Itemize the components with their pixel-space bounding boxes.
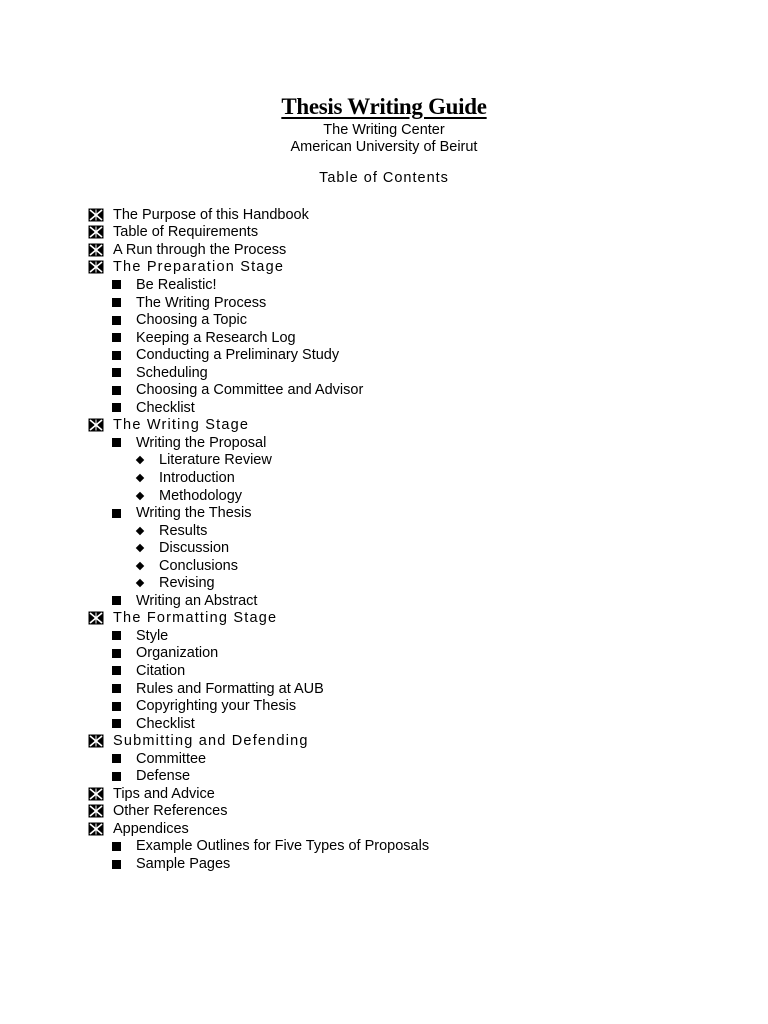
toc-item-label: Style bbox=[136, 627, 169, 644]
toc-item-label: Discussion bbox=[159, 540, 230, 557]
ornament-bullet-icon bbox=[88, 822, 104, 836]
toc-item bbox=[88, 574, 429, 592]
document-header bbox=[0, 92, 768, 156]
toc-item-label: Conclusions bbox=[159, 557, 238, 574]
toc-item bbox=[88, 294, 429, 312]
toc-item bbox=[88, 224, 429, 242]
organization-name: The Writing Center bbox=[323, 122, 445, 138]
toc-item-label: A Run through the Process bbox=[113, 241, 287, 258]
toc-item bbox=[88, 311, 429, 329]
toc-item bbox=[88, 434, 429, 452]
toc-item-label: Organization bbox=[136, 645, 219, 662]
square-bullet-icon bbox=[112, 316, 121, 325]
toc-item-label: Be Realistic! bbox=[136, 276, 217, 293]
toc-item-label: Other References bbox=[113, 803, 228, 820]
square-bullet-icon bbox=[112, 333, 121, 342]
toc-item bbox=[88, 241, 429, 259]
ornament-bullet-icon bbox=[88, 225, 104, 239]
square-bullet-icon bbox=[112, 509, 121, 518]
toc-item-label: Writing the Thesis bbox=[136, 505, 252, 522]
ornament-bullet-icon bbox=[88, 208, 104, 222]
toc-item bbox=[88, 820, 429, 838]
diamond-bullet-icon bbox=[136, 544, 144, 552]
toc-item-label: Checklist bbox=[136, 715, 195, 732]
square-bullet-icon bbox=[112, 842, 121, 851]
toc-item bbox=[88, 469, 429, 487]
toc-item-label: Submitting and Defending bbox=[113, 733, 309, 750]
square-bullet-icon bbox=[112, 860, 121, 869]
toc-item bbox=[88, 645, 429, 663]
toc-item-label: Copyrighting your Thesis bbox=[136, 698, 297, 715]
toc-item bbox=[88, 768, 429, 786]
toc-item bbox=[88, 680, 429, 698]
toc-item bbox=[88, 855, 429, 873]
toc-item-label: Choosing a Committee and Advisor bbox=[136, 382, 364, 399]
square-bullet-icon bbox=[112, 280, 121, 289]
toc-item bbox=[88, 487, 429, 505]
toc-item-label: The Purpose of this Handbook bbox=[113, 206, 309, 223]
toc-item-label: The Preparation Stage bbox=[113, 259, 285, 276]
toc-item bbox=[88, 329, 429, 347]
square-bullet-icon bbox=[112, 368, 121, 377]
square-bullet-icon bbox=[112, 298, 121, 307]
toc-item-label: Results bbox=[159, 522, 208, 539]
square-bullet-icon bbox=[112, 754, 121, 763]
ornament-bullet-icon bbox=[88, 243, 104, 257]
ornament-bullet-icon bbox=[88, 611, 104, 625]
toc-item-label: Example Outlines for Five Types of Proposals bbox=[136, 838, 430, 855]
toc-item-label: Conducting a Preliminary Study bbox=[136, 347, 340, 364]
toc-item-label: Citation bbox=[136, 662, 186, 679]
toc-item bbox=[88, 662, 429, 680]
toc-item-label: The Writing Stage bbox=[113, 417, 250, 434]
toc-item bbox=[88, 539, 429, 557]
square-bullet-icon bbox=[112, 386, 121, 395]
toc-item bbox=[88, 610, 429, 628]
square-bullet-icon bbox=[112, 684, 121, 693]
toc-item bbox=[88, 346, 429, 364]
diamond-bullet-icon bbox=[136, 456, 144, 464]
square-bullet-icon bbox=[112, 631, 121, 640]
diamond-bullet-icon bbox=[136, 491, 144, 499]
toc-item-label: Keeping a Research Log bbox=[136, 329, 296, 346]
toc-item-label: Revising bbox=[159, 575, 215, 592]
diamond-bullet-icon bbox=[136, 579, 144, 587]
square-bullet-icon bbox=[112, 649, 121, 658]
table-of-contents bbox=[88, 206, 429, 873]
toc-item bbox=[88, 364, 429, 382]
toc-item bbox=[88, 592, 429, 610]
toc-item bbox=[88, 557, 429, 575]
toc-item-label: Tips and Advice bbox=[113, 785, 215, 802]
toc-item-label: Methodology bbox=[159, 487, 243, 504]
diamond-bullet-icon bbox=[136, 526, 144, 534]
toc-item bbox=[88, 803, 429, 821]
ornament-bullet-icon bbox=[88, 734, 104, 748]
diamond-bullet-icon bbox=[136, 561, 144, 569]
toc-item bbox=[88, 522, 429, 540]
toc-item-label: Sample Pages bbox=[136, 856, 231, 872]
toc-item bbox=[88, 785, 429, 803]
diamond-bullet-icon bbox=[136, 474, 144, 482]
toc-item bbox=[88, 732, 429, 750]
toc-item bbox=[88, 838, 429, 856]
square-bullet-icon bbox=[112, 403, 121, 412]
toc-item-label: The Formatting Stage bbox=[113, 610, 278, 627]
toc-item bbox=[88, 206, 429, 224]
square-bullet-icon bbox=[112, 719, 121, 728]
toc-item-label: Introduction bbox=[159, 469, 235, 486]
toc-item-label: Defense bbox=[136, 768, 191, 785]
toc-item-label: Committee bbox=[136, 750, 207, 767]
toc-item bbox=[88, 381, 429, 399]
toc-item-label: Literature Review bbox=[159, 452, 272, 469]
square-bullet-icon bbox=[112, 596, 121, 605]
square-bullet-icon bbox=[112, 666, 121, 675]
ornament-bullet-icon bbox=[88, 418, 104, 432]
toc-item bbox=[88, 504, 429, 522]
toc-item-label: Checklist bbox=[136, 399, 195, 416]
toc-item bbox=[88, 417, 429, 435]
toc-item-label: Choosing a Topic bbox=[136, 312, 247, 329]
ornament-bullet-icon bbox=[88, 787, 104, 801]
toc-item bbox=[88, 697, 429, 715]
university-name: American University of Beirut bbox=[290, 139, 478, 155]
square-bullet-icon bbox=[112, 702, 121, 711]
toc-item-label: Rules and Formatting at AUB bbox=[136, 680, 324, 697]
square-bullet-icon bbox=[112, 772, 121, 781]
toc-heading: Table of Contents bbox=[319, 170, 449, 186]
toc-item-label: Writing an Abstract bbox=[136, 592, 258, 609]
toc-item bbox=[88, 452, 429, 470]
toc-item-label: Table of Requirements bbox=[113, 224, 259, 241]
toc-item-label: Appendices bbox=[113, 820, 189, 837]
document-title: Thesis Writing Guide bbox=[281, 94, 487, 119]
ornament-bullet-icon bbox=[88, 260, 104, 274]
ornament-bullet-icon bbox=[88, 804, 104, 818]
toc-item-label: Scheduling bbox=[136, 364, 208, 381]
toc-item bbox=[88, 399, 429, 417]
toc-item-label: Writing the Proposal bbox=[136, 434, 267, 451]
toc-item-label: The Writing Process bbox=[136, 294, 267, 311]
toc-item bbox=[88, 627, 429, 645]
toc-item bbox=[88, 276, 429, 294]
square-bullet-icon bbox=[112, 351, 121, 360]
toc-item bbox=[88, 750, 429, 768]
toc-item bbox=[88, 715, 429, 733]
toc-item bbox=[88, 259, 429, 277]
square-bullet-icon bbox=[112, 438, 121, 447]
